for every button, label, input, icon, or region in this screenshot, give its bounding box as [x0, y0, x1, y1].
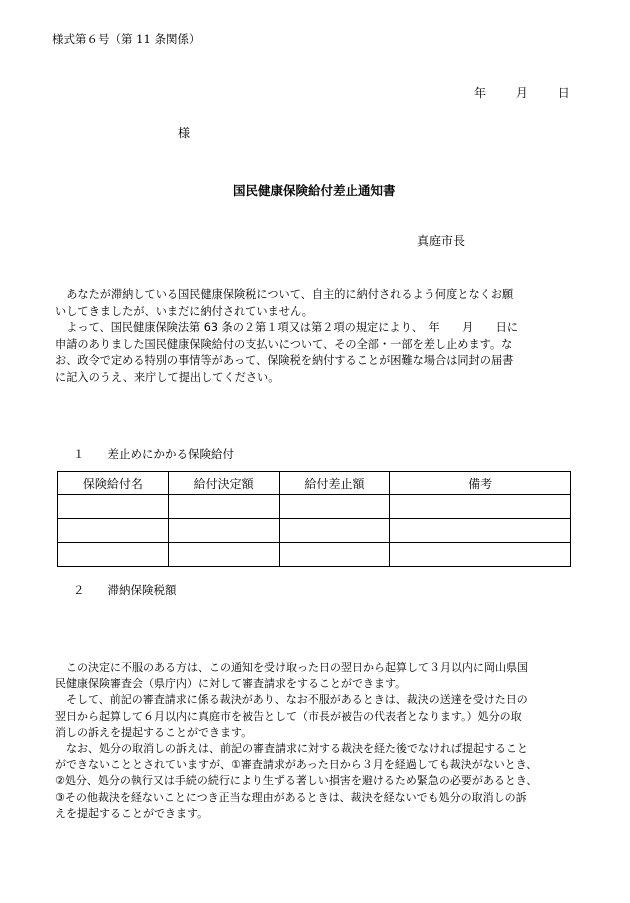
body-line: 申請のありました国民健康保険給付の支払いについて、その全部・一部を差し止めます。な [55, 337, 513, 351]
document-title: 国民健康保険給付差止通知書 [233, 183, 396, 198]
benefit-table [57, 471, 571, 567]
notice-line: 民健康保険審査会（県庁内）に対して審査請求をすることができます。 [55, 677, 407, 691]
table-cell [279, 543, 390, 567]
body-line: に記入のうえ、来庁して提出してください。 [55, 370, 280, 384]
body-line: いしてきましたが、いまだに納付されていません。 [55, 304, 313, 318]
notice-line: 翌日から起算して６月以内に真庭市を被告として（市長が被告の代表者となります。）処分の取 [55, 709, 522, 723]
table-header-row [58, 472, 571, 495]
notice-line: この決定に不服のある方は、この通知を受け取った日の翌日から起算して３月以内に岡山県国 [55, 661, 528, 674]
body-line: あなたが滞納している国民健康保険税について、自主的に納付されるよう何度となくお願 [55, 288, 514, 301]
table-cell [279, 519, 390, 543]
addressee-suffix: 様 [178, 126, 191, 140]
table-row [58, 495, 571, 519]
table-cell [58, 519, 169, 543]
table-cell [168, 543, 279, 567]
header-suspended-amount: 給付差止額 [279, 472, 390, 495]
notice-line: ができないこととされていますが、①審査請求があった日から３月を経過しても裁決がないとき、 [55, 758, 538, 772]
sender-name: 真庭市長 [417, 234, 466, 248]
table-row [58, 519, 571, 543]
header-benefit-name: 保険給付名 [58, 472, 169, 495]
notice-line: えを提起することができます。 [55, 806, 209, 820]
table-cell [168, 495, 279, 519]
table-row [58, 543, 571, 567]
table-cell [390, 495, 571, 519]
body-line: よって、国民健康保険法第 63 条の２第１項又は第２項の規定により、 年 月 日に [55, 321, 519, 334]
section-2-heading: ２ 滞納保険税額 [73, 583, 177, 597]
header-decided-amount: 給付決定額 [168, 472, 279, 495]
date-line [474, 84, 570, 101]
table-cell [390, 519, 571, 543]
section-1-heading: １ 差止めにかかる保険給付 [73, 447, 234, 461]
form-number: 様式第６号（第 11 条関係） [52, 32, 201, 46]
header-remarks: 備考 [390, 472, 571, 495]
date-month: 月 [515, 86, 528, 100]
table-cell [390, 543, 571, 567]
body-paragraph [55, 287, 575, 386]
table-cell [58, 543, 169, 567]
date-year: 年 [474, 86, 487, 100]
notice-line: 消しの訴えを提起することができます。 [55, 725, 253, 739]
notice-line: そして、前記の審査請求に係る裁決があり、なお不服があるときは、裁決の送達を受けた日の [55, 693, 528, 707]
date-day: 日 [557, 86, 570, 100]
table-cell [58, 495, 169, 519]
table-cell [168, 519, 279, 543]
table-cell [279, 495, 390, 519]
body-line: お、政令で定める特別の事情等があって、保険税を納付することが困難な場合は同封の届書 [55, 354, 514, 367]
notice-line: ②処分、処分の執行又は手続の続行により生ずる著しい損害を避けるため緊急の必要があるとき、 [55, 774, 538, 788]
notice-line: ③その他裁決を経ないことにつき正当な理由があるときは、裁決を経ないでも処分の取消しの訴 [55, 790, 527, 804]
notice-line: なお、処分の取消しの訴えは、前記の審査請求に対する裁決を経た後でなければ提起すること [55, 742, 528, 756]
appeal-notice [55, 660, 575, 822]
